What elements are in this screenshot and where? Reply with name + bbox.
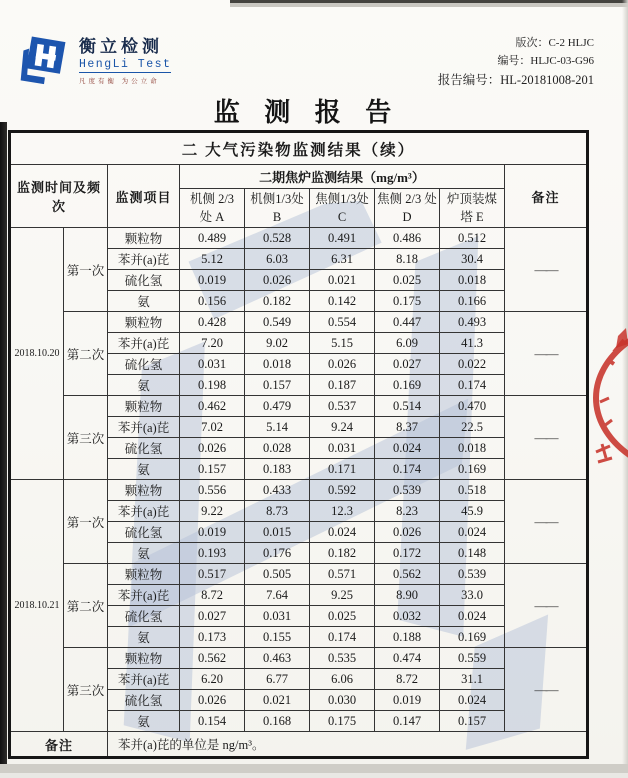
value-cell: 6.31	[310, 249, 375, 270]
value-cell: 0.505	[245, 564, 310, 585]
item-cell: 苯并(a)芘	[108, 585, 180, 606]
value-cell: 0.022	[440, 354, 505, 375]
data-row	[10, 396, 588, 417]
report-header	[16, 28, 594, 91]
value-cell: 7.02	[180, 417, 245, 438]
value-cell: 22.5	[440, 417, 505, 438]
value-cell: 0.592	[310, 480, 375, 501]
value-cell: 0.026	[375, 522, 440, 543]
col-header-a	[180, 189, 245, 228]
results-header	[10, 132, 588, 228]
header-row-1	[10, 165, 588, 189]
col-header-e	[440, 189, 505, 228]
value-cell: 0.188	[375, 627, 440, 648]
col-header-a-line1: 机侧 2/3	[189, 191, 235, 206]
value-cell: 9.02	[245, 333, 310, 354]
value-cell: 0.183	[245, 459, 310, 480]
value-cell: 0.182	[310, 543, 375, 564]
item-cell: 硫化氢	[108, 270, 180, 291]
value-cell: 0.026	[180, 438, 245, 459]
col-header-group: 二期焦炉监测结果（mg/m³）	[180, 165, 505, 189]
value-cell: 0.537	[310, 396, 375, 417]
value-cell: 0.026	[180, 690, 245, 711]
item-cell: 硫化氢	[108, 522, 180, 543]
value-cell: 8.73	[245, 501, 310, 522]
value-cell: 0.462	[180, 396, 245, 417]
logo-slogan: 凡度有衡 为公立命	[79, 78, 160, 85]
col-header-c-line1: 焦侧1/3处	[315, 191, 369, 206]
value-cell: 0.447	[375, 312, 440, 333]
value-cell: 0.559	[440, 648, 505, 669]
value-cell: 7.64	[245, 585, 310, 606]
value-cell: 8.72	[180, 585, 245, 606]
footer-note: 苯并(a)芘的单位是 ng/m³。	[108, 732, 588, 758]
section-title: 二 大气污染物监测结果（续）	[10, 132, 588, 165]
value-cell: 0.147	[375, 711, 440, 732]
item-cell: 苯并(a)芘	[108, 669, 180, 690]
value-cell: 0.032	[375, 606, 440, 627]
value-cell: 8.18	[375, 249, 440, 270]
value-cell: 0.491	[310, 228, 375, 249]
value-cell: 30.4	[440, 249, 505, 270]
value-cell: 0.562	[375, 564, 440, 585]
data-row	[10, 312, 588, 333]
value-cell: 0.026	[245, 270, 310, 291]
value-cell: 0.463	[245, 648, 310, 669]
value-cell: 0.549	[245, 312, 310, 333]
value-cell: 6.06	[310, 669, 375, 690]
item-cell: 氨	[108, 459, 180, 480]
value-cell: 0.470	[440, 396, 505, 417]
value-cell: 0.554	[310, 312, 375, 333]
value-cell: 0.428	[180, 312, 245, 333]
value-cell: 0.193	[180, 543, 245, 564]
value-cell: 0.024	[310, 522, 375, 543]
doc-version: 版次：C-2 HLJC	[515, 37, 594, 49]
value-cell: 0.031	[310, 438, 375, 459]
value-cell: 0.512	[440, 228, 505, 249]
item-cell: 氨	[108, 291, 180, 312]
value-cell: 31.1	[440, 669, 505, 690]
section-title-row	[10, 132, 588, 165]
session-cell: 第二次	[64, 312, 108, 396]
value-cell: 0.174	[440, 375, 505, 396]
red-seal-stamp	[584, 310, 628, 488]
value-cell: 0.157	[245, 375, 310, 396]
value-cell: 0.518	[440, 480, 505, 501]
value-cell: 0.169	[440, 459, 505, 480]
value-cell: 0.174	[375, 459, 440, 480]
value-cell: 0.157	[440, 711, 505, 732]
session-cell: 第二次	[64, 564, 108, 648]
item-cell: 颗粒物	[108, 564, 180, 585]
data-row	[10, 480, 588, 501]
col-header-b-line2: B	[272, 210, 282, 224]
col-header-d-line2: D	[402, 210, 412, 224]
item-cell: 氨	[108, 711, 180, 732]
value-cell: 0.168	[245, 711, 310, 732]
value-cell: 0.142	[310, 291, 375, 312]
item-cell: 苯并(a)芘	[108, 249, 180, 270]
col-header-c	[310, 189, 375, 228]
doc-meta	[438, 28, 594, 91]
value-cell: 0.474	[375, 648, 440, 669]
col-header-d-line1: 焦侧 2/3 处	[377, 191, 437, 206]
value-cell: 0.173	[180, 627, 245, 648]
logo-name-en: HengLi Test	[79, 58, 172, 71]
value-cell: 0.018	[440, 270, 505, 291]
value-cell: 9.25	[310, 585, 375, 606]
date-cell: 2018.10.21	[10, 480, 64, 732]
remark-cell: ——	[505, 312, 588, 396]
value-cell: 5.12	[180, 249, 245, 270]
value-cell: 0.025	[310, 606, 375, 627]
value-cell: 0.027	[180, 606, 245, 627]
col-header-c-line2: C	[337, 210, 347, 224]
value-cell: 8.72	[375, 669, 440, 690]
value-cell: 0.176	[245, 543, 310, 564]
item-cell: 颗粒物	[108, 396, 180, 417]
item-cell: 氨	[108, 627, 180, 648]
value-cell: 0.018	[245, 354, 310, 375]
report-number: 报告编号：HL-20181008-201	[437, 73, 594, 88]
value-cell: 0.154	[180, 711, 245, 732]
value-cell: 6.03	[245, 249, 310, 270]
item-cell: 硫化氢	[108, 438, 180, 459]
value-cell: 0.539	[375, 480, 440, 501]
col-header-remark: 备注	[505, 165, 588, 228]
value-cell: 6.09	[375, 333, 440, 354]
value-cell: 0.174	[310, 627, 375, 648]
value-cell: 0.019	[180, 522, 245, 543]
value-cell: 0.021	[310, 270, 375, 291]
value-cell: 8.23	[375, 501, 440, 522]
value-cell: 8.37	[375, 417, 440, 438]
col-header-time-freq: 监测时间及频次	[10, 165, 108, 228]
value-cell: 0.166	[440, 291, 505, 312]
item-cell: 硫化氢	[108, 354, 180, 375]
value-cell: 12.3	[310, 501, 375, 522]
scan-edge-top-shadow	[230, 3, 628, 7]
col-header-a-line2: 处 A	[199, 210, 225, 224]
value-cell: 0.148	[440, 543, 505, 564]
value-cell: 0.019	[375, 690, 440, 711]
date-cell: 2018.10.20	[10, 228, 64, 480]
value-cell: 6.20	[180, 669, 245, 690]
value-cell: 0.539	[440, 564, 505, 585]
value-cell: 0.169	[440, 627, 505, 648]
value-cell: 0.556	[180, 480, 245, 501]
remark-cell: ——	[505, 480, 588, 564]
item-cell: 颗粒物	[108, 648, 180, 669]
value-cell: 0.171	[310, 459, 375, 480]
value-cell: 41.3	[440, 333, 505, 354]
item-cell: 硫化氢	[108, 690, 180, 711]
remark-cell: ——	[505, 396, 588, 480]
value-cell: 33.0	[440, 585, 505, 606]
session-cell: 第三次	[64, 648, 108, 732]
value-cell: 9.24	[310, 417, 375, 438]
value-cell: 0.175	[310, 711, 375, 732]
value-cell: 0.172	[375, 543, 440, 564]
report-title: 监 测 报 告	[213, 98, 401, 127]
session-cell: 第一次	[64, 480, 108, 564]
value-cell: 0.517	[180, 564, 245, 585]
session-cell: 第三次	[64, 396, 108, 480]
remark-cell: ——	[505, 228, 588, 312]
session-cell: 第一次	[64, 228, 108, 312]
item-cell: 苯并(a)芘	[108, 501, 180, 522]
item-cell: 颗粒物	[108, 480, 180, 501]
data-row	[10, 228, 588, 249]
company-logo	[16, 28, 171, 86]
value-cell: 0.021	[245, 690, 310, 711]
value-cell: 45.9	[440, 501, 505, 522]
col-header-b	[245, 189, 310, 228]
logo-text-block	[79, 28, 171, 85]
value-cell: 0.514	[375, 396, 440, 417]
value-cell: 0.562	[180, 648, 245, 669]
value-cell: 0.031	[180, 354, 245, 375]
value-cell: 0.198	[180, 375, 245, 396]
footer-label: 备注	[10, 732, 108, 758]
value-cell: 9.22	[180, 501, 245, 522]
value-cell: 0.156	[180, 291, 245, 312]
value-cell: 0.535	[310, 648, 375, 669]
value-cell: 0.015	[245, 522, 310, 543]
data-row	[10, 648, 588, 669]
results-tbody	[10, 228, 588, 732]
value-cell: 0.024	[440, 690, 505, 711]
value-cell: 0.030	[310, 690, 375, 711]
value-cell: 0.031	[245, 606, 310, 627]
remark-cell: ——	[505, 648, 588, 732]
value-cell: 0.155	[245, 627, 310, 648]
value-cell: 0.479	[245, 396, 310, 417]
value-cell: 0.024	[375, 438, 440, 459]
col-header-d	[375, 189, 440, 228]
data-row	[10, 564, 588, 585]
value-cell: 0.028	[245, 438, 310, 459]
col-header-b-line1: 机侧1/3处	[250, 191, 304, 206]
item-cell: 苯并(a)芘	[108, 417, 180, 438]
value-cell: 0.175	[375, 291, 440, 312]
value-cell: 0.157	[180, 459, 245, 480]
value-cell: 0.486	[375, 228, 440, 249]
value-cell: 0.433	[245, 480, 310, 501]
scan-edge-left	[0, 122, 7, 773]
item-cell: 苯并(a)芘	[108, 333, 180, 354]
results-footer	[10, 732, 588, 758]
value-cell: 0.187	[310, 375, 375, 396]
value-cell: 0.019	[180, 270, 245, 291]
col-header-e-line2: 塔 E	[460, 210, 484, 224]
doc-number: 编号：HLJC-03-G96	[497, 55, 594, 68]
value-cell: 5.14	[245, 417, 310, 438]
hengli-logo-icon	[16, 28, 72, 86]
item-cell: 颗粒物	[108, 312, 180, 333]
value-cell: 0.024	[440, 606, 505, 627]
item-cell: 硫化氢	[108, 606, 180, 627]
item-cell: 氨	[108, 543, 180, 564]
value-cell: 0.489	[180, 228, 245, 249]
value-cell: 8.90	[375, 585, 440, 606]
value-cell: 6.77	[245, 669, 310, 690]
value-cell: 0.018	[440, 438, 505, 459]
value-cell: 0.026	[310, 354, 375, 375]
value-cell: 5.15	[310, 333, 375, 354]
results-table	[8, 130, 589, 759]
item-cell: 氨	[108, 375, 180, 396]
col-header-item: 监测项目	[108, 165, 180, 228]
value-cell: 0.027	[375, 354, 440, 375]
item-cell: 颗粒物	[108, 228, 180, 249]
value-cell: 0.182	[245, 291, 310, 312]
footer-row	[10, 732, 588, 758]
remark-cell: ——	[505, 564, 588, 648]
value-cell: 0.571	[310, 564, 375, 585]
value-cell: 0.169	[375, 375, 440, 396]
value-cell: 0.528	[245, 228, 310, 249]
col-header-e-line1: 炉顶装煤	[446, 191, 497, 206]
value-cell: 7.20	[180, 333, 245, 354]
value-cell: 0.493	[440, 312, 505, 333]
value-cell: 0.025	[375, 270, 440, 291]
logo-name-cn: 衡立检测	[79, 37, 163, 56]
value-cell: 0.024	[440, 522, 505, 543]
